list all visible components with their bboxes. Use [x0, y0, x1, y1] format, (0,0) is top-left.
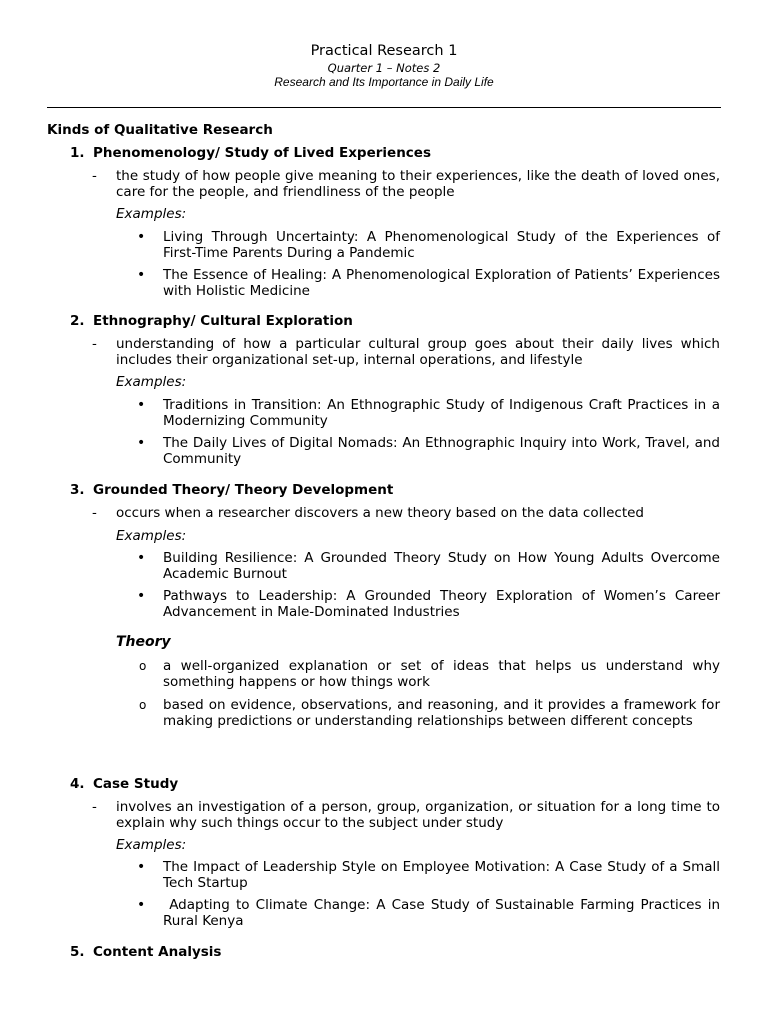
example-item: The Impact of Leadership Style on Employee Motivation: A Case Study of a Small Tech Startup — [163, 859, 720, 891]
example-item: The Essence of Healing: A Phenomenological Exploration of Patients’ Experiences with Holistic Medicine — [163, 267, 720, 299]
theory-heading: Theory — [116, 634, 171, 650]
item-title: Grounded Theory/ Theory Development — [93, 482, 394, 498]
item-definition: occurs when a researcher discovers a new theory based on the data collected — [116, 505, 644, 521]
dash-marker: - — [92, 799, 97, 815]
bullet-marker: • — [137, 435, 146, 451]
section-title: Kinds of Qualitative Research — [47, 122, 273, 138]
item-title: Phenomenology/ Study of Lived Experiences — [93, 145, 431, 161]
item-number: 5. — [70, 944, 85, 960]
example-item: Adapting to Climate Change: A Case Study of Sustainable Farming Practices in Rural Kenya — [163, 897, 725, 929]
item-definition: understanding of how a particular cultural group goes about their daily lives which includes their organizational set-up, internal operations, and lifestyle — [116, 336, 720, 368]
header-divider — [47, 107, 721, 108]
dash-marker: - — [92, 505, 97, 521]
bullet-marker: • — [137, 397, 146, 413]
course-title: Practical Research 1 — [310, 43, 458, 59]
example-item: Living Through Uncertainty: A Phenomenological Study of the Experiences of First-Time Parents During a Pandemic — [163, 229, 720, 261]
item-title: Content Analysis — [93, 944, 222, 960]
bullet-marker: • — [137, 588, 146, 604]
circle-marker: o — [139, 698, 147, 712]
example-item: Building Resilience: A Grounded Theory Study on How Young Adults Overcome Academic Burnout — [163, 550, 720, 582]
bullet-marker: • — [137, 229, 146, 245]
item-title: Ethnography/ Cultural Exploration — [93, 313, 353, 329]
item-number: 3. — [70, 482, 85, 498]
item-number: 4. — [70, 776, 85, 792]
item-definition: the study of how people give meaning to their experiences, like the death of loved ones, care for the people, and friendliness of the people — [116, 168, 720, 200]
topic-subtitle: Research and Its Importance in Daily Life — [274, 75, 494, 89]
dash-marker: - — [92, 168, 97, 184]
examples-label: Examples: — [116, 206, 187, 222]
example-item: Pathways to Leadership: A Grounded Theory Exploration of Women’s Career Advancement in Male-Dominated Industries — [163, 588, 720, 620]
bullet-marker: • — [137, 897, 146, 913]
item-title: Case Study — [93, 776, 179, 792]
example-item: The Daily Lives of Digital Nomads: An Ethnographic Inquiry into Work, Travel, and Community — [163, 435, 720, 467]
bullet-marker: • — [137, 550, 146, 566]
item-number: 2. — [70, 313, 85, 329]
bullet-marker: • — [137, 859, 146, 875]
examples-label: Examples: — [116, 374, 187, 390]
examples-label: Examples: — [116, 837, 187, 853]
item-number: 1. — [70, 145, 85, 161]
item-definition: involves an investigation of a person, group, organization, or situation for a long time to explain why such things occur to the subject under study — [116, 799, 720, 831]
quarter-subtitle: Quarter 1 – Notes 2 — [327, 61, 441, 75]
theory-point: based on evidence, observations, and reasoning, and it provides a framework for making predictions or understanding relationships between different concepts — [163, 697, 720, 729]
circle-marker: o — [139, 659, 147, 673]
bullet-marker: • — [137, 267, 146, 283]
example-item: Traditions in Transition: An Ethnographic Study of Indigenous Craft Practices in a Modernizing Community — [163, 397, 720, 429]
theory-point: a well-organized explanation or set of ideas that helps us understand why something happens or how things work — [163, 658, 720, 690]
examples-label: Examples: — [116, 528, 187, 544]
dash-marker: - — [92, 336, 97, 352]
